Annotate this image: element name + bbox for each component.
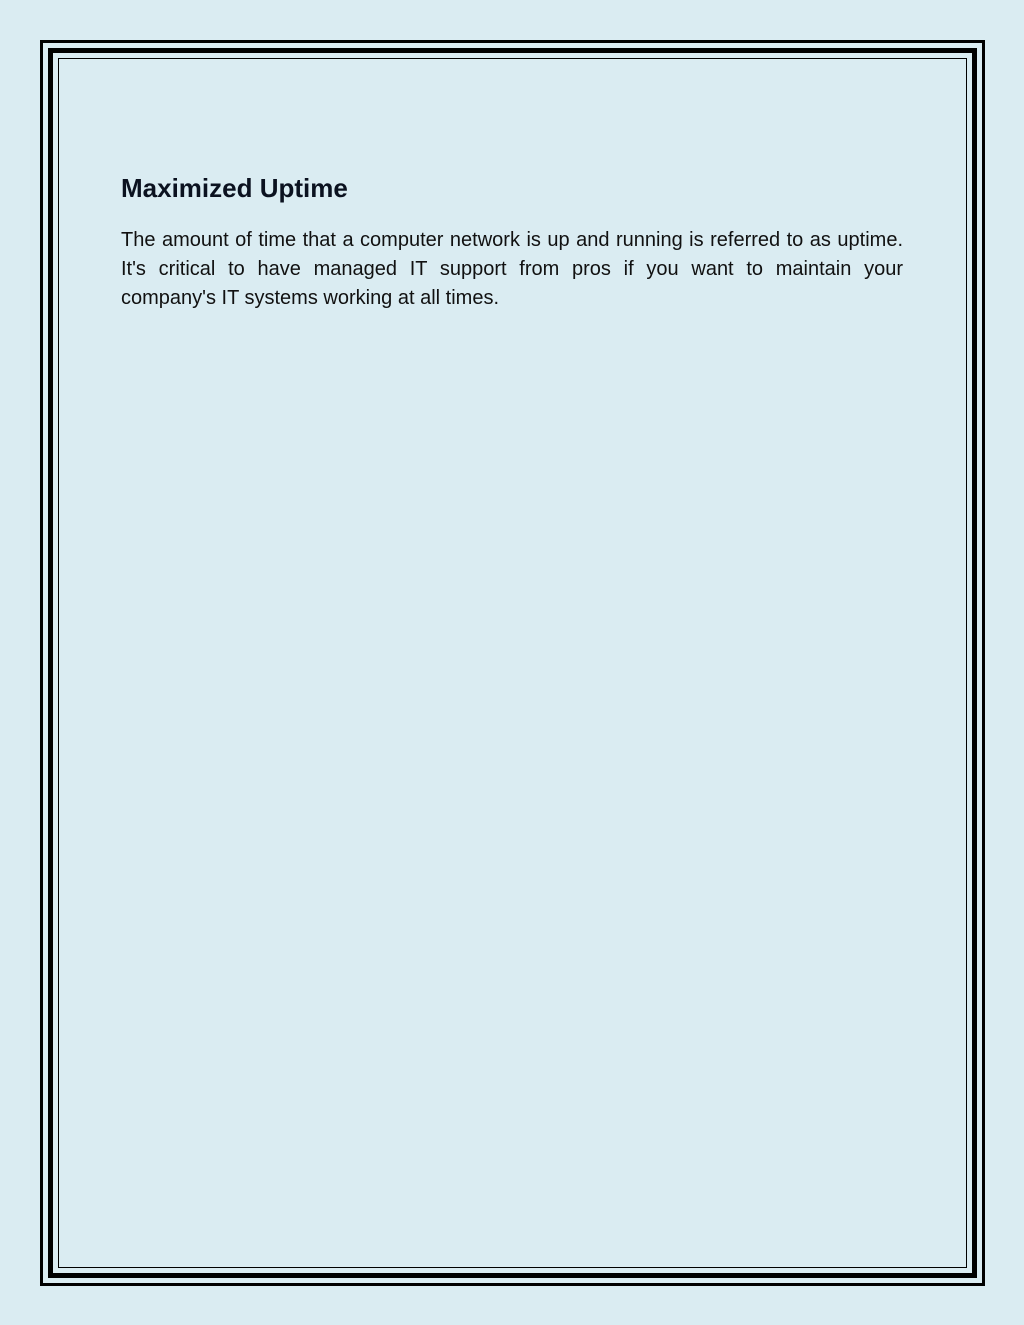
- section-heading: Maximized Uptime: [121, 173, 348, 203]
- section-paragraph: The amount of time that a computer network is up and running is referred to as uptime. It's critical to have managed IT support from pros if you want to maintain your company's IT systems working at all times.: [121, 229, 903, 309]
- content-section: [121, 170, 903, 313]
